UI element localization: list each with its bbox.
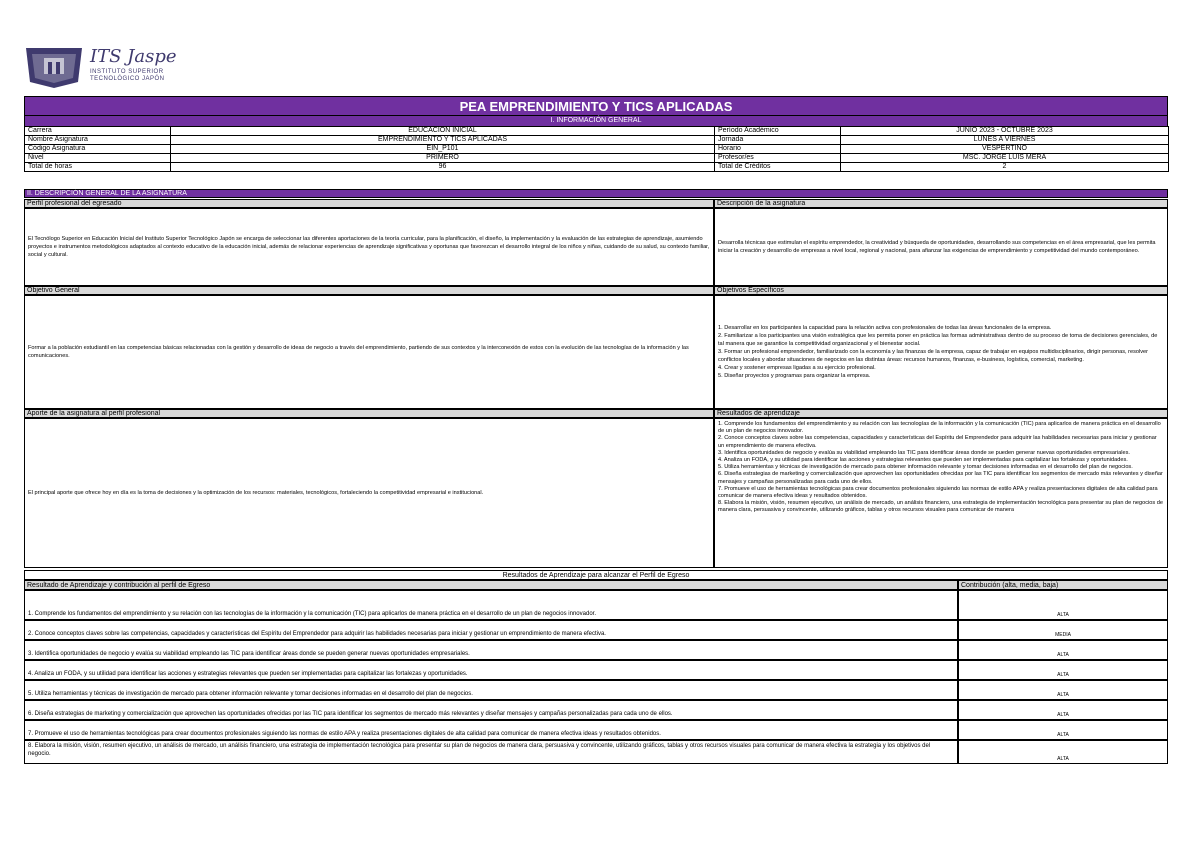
row-text: 8. Elabora la misión, visión, resumen ejecutivo, un análisis de mercado, un análisis financiero, una estrategia de implementación tecnológica para presentar su plan de negocios de manera clara, persuasiva y convincente, utilizando gráficos, tablas y otros recursos visuales para comunicar de manera efectiva la estrategia y los objetivos del negocio. — [24, 740, 958, 764]
perfil-header: Perfil profesional del egresado — [24, 199, 714, 208]
row-level: ALTA — [958, 590, 1168, 620]
logo-script: ITS Jaspe — [90, 46, 177, 67]
value-horario: VESPERTINO — [841, 145, 1169, 154]
row-level: ALTA — [958, 740, 1168, 764]
perfil-paragraph: El Tecnólogo Superior en Educación Inicial del Instituto Superior Tecnológico Japón se encarga de seleccionar las diferentes aportaciones de la teoría curricular, para la planificación, el diseño, la implementación y la evaluación de las estrategias de aprendizaje, asumiendo proyectos e instrumentos metodológicos adaptados al contexto educativo de la educación inicial, además de relacionar experiencias de aprendizaje significativas y oportunas que favorezcan el desarrollo integral de los niños y niñas, cuidando de su salud, su contexto familiar, social y cultural. — [28, 236, 710, 258]
list-item: 2. Familiarizar a los participantes una visión estratégica que les permita poner en práctica las formas administrativas dentro de su proceso de toma de decisiones gerenciales, de tal manera que se garantice la competitividad organizacional y el bienestar social. — [718, 333, 1158, 347]
aporte-header: Aporte de la asignatura al perfil profesional — [24, 409, 714, 418]
value-profesor: MSC. JORGE LUIS MERA — [841, 154, 1169, 163]
objetivo-general-text — [24, 295, 714, 409]
value-nivel: PRIMERO — [171, 154, 715, 163]
value-codigo: EIN_P101 — [171, 145, 715, 154]
label-profesor: Profesor/es — [715, 154, 841, 163]
list-item: 1. Desarrollar en los participantes la capacidad para la relación activa con profesionales de todas las áreas funcionales de la empresa. — [718, 325, 1052, 331]
table-row — [24, 740, 1168, 764]
row-level: ALTA — [958, 680, 1168, 700]
label-codigo: Código Asignatura — [25, 145, 171, 154]
row-text: 2. Conoce conceptos claves sobre las competencias, capacidades y características del Espíritu del Emprendedor para adquirir las habilidades necesarias para iniciar y gestionar un emprendimiento de manera efectiva. — [24, 620, 958, 640]
value-horas: 96 — [171, 163, 715, 172]
row-text: 4. Analiza un FODA, y su utilidad para identificar las acciones y estrategias relevantes que pueden ser implementadas para capitalizar las fortalezas y oportunidades. — [24, 660, 958, 680]
section-general-info: I. INFORMACIÓN GENERAL — [24, 116, 1168, 126]
descripcion-header: Descripción de la asignatura — [714, 199, 1168, 208]
list-item: 5. Diseñar proyectos y programas para organizar la empresa. — [718, 373, 871, 379]
table-row — [24, 640, 1168, 660]
logo-line-2: TECNOLÓGICO JAPÓN — [90, 76, 165, 82]
list-item: 1. Comprende los fundamentos del emprendimiento y su relación con las tecnologías de la información y la comunicación (TIC) para aplicarlos de manera práctica en el desarrollo de un plan de negocios innovador. — [718, 421, 1161, 435]
aporte-text — [24, 418, 714, 568]
label-asignatura: Nombre Asignatura — [25, 136, 171, 145]
label-horas: Total de horas — [25, 163, 171, 172]
perfil-egreso-col1: Resultado de Aprendizaje y contribución al perfil de Egreso — [24, 580, 958, 590]
row-text: 5. Utiliza herramientas y técnicas de investigación de mercado para obtener información relevante y tomar decisiones informadas en el desarrollo del plan de negocios. — [24, 680, 958, 700]
objetivos-especificos-header: Objetivos Específicos — [714, 286, 1168, 295]
row-text: 6. Diseña estrategias de marketing y comercialización que aprovechen las oportunidades ofrecidas por las TIC para identificar los segmentos de mercado más relevantes y diseñar mensajes y campañas personalizadas para cada uno de ellos. — [24, 700, 958, 720]
value-asignatura: EMPRENDIMIENTO Y TICS APLICADAS — [171, 136, 715, 145]
list-item: 5. Utiliza herramientas y técnicas de investigación de mercado para obtener información relevante y tomar decisiones informadas en el desarrollo del plan de negocios. — [718, 464, 1133, 471]
aporte-paragraph: El principal aporte que ofrece hoy en día es la toma de decisiones y la optimización de los recursos: materiales, tecnológicos, fortaleciendo la competitividad empresarial e institucional. — [28, 490, 484, 496]
value-creditos: 2 — [841, 163, 1169, 172]
row-level: ALTA — [958, 700, 1168, 720]
list-item: 2. Conoce conceptos claves sobre las competencias, capacidades y características del Espíritu del Emprendedor para adquirir las habilidades necesarias para iniciar y gestionar un emprendimiento de manera efectiva. — [718, 435, 1157, 449]
row-text: 7. Promueve el uso de herramientas tecnológicas para crear documentos profesionales siguiendo las normas de estilo APA y realiza presentaciones digitales de alta calidad para comunicar de manera efectiva ideas y resultados obtenidos. — [24, 720, 958, 740]
logo-line-1: INSTITUTO SUPERIOR — [90, 69, 164, 75]
row-level: ALTA — [958, 640, 1168, 660]
perfil-egreso-col2: Contribución (alta, media, baja) — [958, 580, 1168, 590]
list-item: 3. Identifica oportunidades de negocio y evalúa su viabilidad empleando las TIC para identificar áreas donde se pueden generar nuevas oportunidades empresariales. — [718, 449, 1130, 456]
table-row — [24, 590, 1168, 620]
row-level: ALTA — [958, 660, 1168, 680]
row-text: 3. Identifica oportunidades de negocio y evalúa su viabilidad empleando las TIC para identificar áreas donde se pueden generar nuevas oportunidades empresariales. — [24, 640, 958, 660]
table-row — [24, 680, 1168, 700]
resultados-list — [714, 418, 1168, 568]
general-info-table — [24, 126, 1169, 172]
label-creditos: Total de Créditos — [715, 163, 841, 172]
perfil-text — [24, 208, 714, 286]
value-periodo: JUNIO 2023 - OCTUBRE 2023 — [841, 127, 1169, 136]
label-horario: Horario — [715, 145, 841, 154]
page-title: PEA EMPRENDIMIENTO Y TICS APLICADAS — [24, 96, 1168, 116]
table-row — [24, 700, 1168, 720]
institute-logo — [24, 42, 184, 90]
list-item: 3. Formar un profesional emprendedor, familiarizado con la economía y las finanzas de la empresa, capaz de trabajar en equipos multidisciplinarios, dirigir personas, resolver conflictos locales y abordar situaciones de negocios en las distintas áreas: recursos humanos, finanzas, e-business, logística, comercial, marketing. — [718, 349, 1149, 363]
perfil-egreso-title: Resultados de Aprendizaje para alcanzar el Perfil de Egreso — [24, 570, 1168, 580]
objetivo-general-paragraph: Formar a la población estudiantil en las competencias básicas relacionadas con la gestión y desarrollo de ideas de negocio a través del emprendimiento, partiendo de sus contextos y la interconexión de estos con la evolución de las tecnologías de la información y las comunicaciones. — [28, 345, 689, 359]
descripcion-paragraph: Desarrolla técnicas que estimulan el espíritu emprendedor, la creatividad y búsqueda de oportunidades, desarrollando sus competencias en el área empresarial, que les permita iniciar la creación y desarrollo de empresas a nivel local, regional y nacional, para afianzar las exigencias de emprendimiento y competitividad del mundo contemporáneo. — [718, 240, 1156, 254]
descripcion-text — [714, 208, 1168, 286]
row-text: 1. Comprende los fundamentos del emprendimiento y su relación con las tecnologías de la información y la comunicación (TIC) para aplicarlos de manera práctica en el desarrollo de un plan de negocios innovador. — [24, 590, 958, 620]
row-level: ALTA — [958, 720, 1168, 740]
list-item: 6. Diseña estrategias de marketing y comercialización que aprovechen las oportunidades ofrecidas por las TIC para identificar los segmentos de mercado más relevantes y diseñar mensajes y campañas personalizadas para cada uno de ellos. — [718, 471, 1163, 485]
list-item: 4. Crear y sostener empresas ligadas a su ejercicio profesional. — [718, 365, 876, 371]
table-row — [24, 620, 1168, 640]
resultados-header: Resultados de aprendizaje — [714, 409, 1168, 418]
label-jornada: Jornada — [715, 136, 841, 145]
table-row — [24, 720, 1168, 740]
objetivo-general-header: Objetivo General — [24, 286, 714, 295]
table-row — [24, 660, 1168, 680]
section-description: II. DESCRIPCIÓN GENERAL DE LA ASIGNATURA — [24, 189, 1168, 198]
value-carrera: EDUCACIÓN INICIAL — [171, 127, 715, 136]
label-nivel: Nivel — [25, 154, 171, 163]
label-carrera: Carrera — [25, 127, 171, 136]
objetivos-especificos-list — [714, 295, 1168, 409]
label-periodo: Período Académico — [715, 127, 841, 136]
row-level: MEDIA — [958, 620, 1168, 640]
list-item: 7. Promueve el uso de herramientas tecnológicas para crear documentos profesionales siguiendo las normas de estilo APA y realiza presentaciones digitales de alta calidad para comunicar de manera efectiva ideas y resultados obtenidos. — [718, 485, 1158, 500]
list-item: 4. Analiza un FODA, y su utilidad para identificar las acciones y estrategias relevantes que pueden ser implementadas para capitalizar las fortalezas y oportunidades. — [718, 457, 1128, 464]
value-jornada: LUNES A VIERNES — [841, 136, 1169, 145]
list-item: 8. Elabora la misión, visión, resumen ejecutivo, un análisis de mercado, un análisis financiero, una estrategia de implementación tecnológica para presentar su plan de negocios de manera clara, persuasiva y convincente, utilizando gráficos, tablas y otros recursos visuales para comunicar de manera — [718, 500, 1163, 514]
